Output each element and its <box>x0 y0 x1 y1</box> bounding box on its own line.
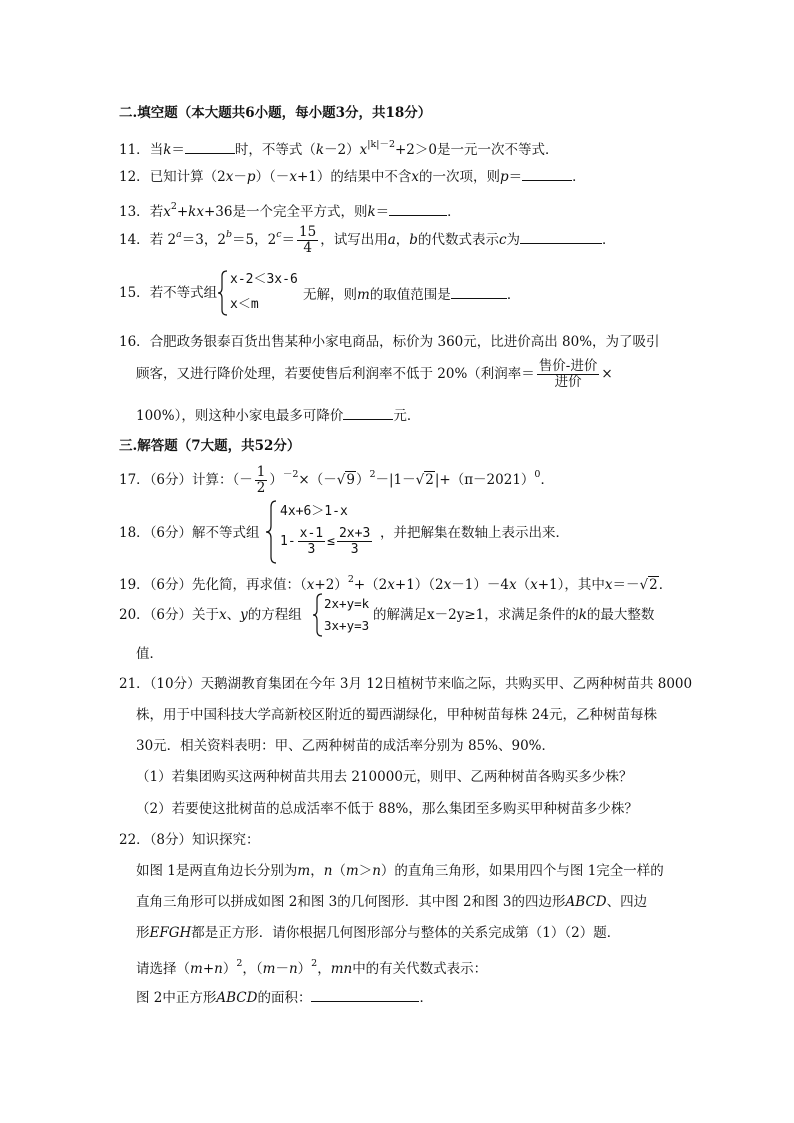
left-brace-icon <box>313 593 323 637</box>
question-number: 22． <box>119 832 150 848</box>
question-13: 13．若$x^2+kx+36$是一个完全平方式，则k＝ ． <box>119 201 461 220</box>
sub-question-1: （1）若集团购买这两种树苗共用去 210000元，则甲、乙两种树苗各购买多少株？ <box>136 769 633 785</box>
section-3-heading: 三.解答题（7大题，共52分） <box>119 438 301 454</box>
fraction: $\frac{1}{2}$ <box>256 464 266 496</box>
square-root: √2 <box>639 577 658 593</box>
left-brace-icon <box>266 500 277 564</box>
answer-blank[interactable] <box>522 166 572 181</box>
answer-blank[interactable] <box>185 139 235 154</box>
question-17: 17．（6分）计算：（－ $\frac{1}{2}$ ）$^{-2}\times(-√9)^2-|1-√2|+(\pi-2021)^0$． <box>119 464 554 496</box>
question-number: 12． <box>119 169 150 185</box>
sub-question-2: （2）若要使这批树苗的总成活率不低于 88%，那么集团至多购买甲种树苗多少株？ <box>136 801 638 817</box>
question-11: 11．当k＝ 时，不等式$(k-2)x^{|k|-2}+2>0$是一元一次不等式． <box>119 139 559 158</box>
question-number: 19． <box>119 577 150 593</box>
question-19: 19．（6分）先化简，再求值：$(x+2)^2+(2x+1)(2x-1)-4x(x+1)$，其中x＝－√2． <box>119 574 673 593</box>
question-number: 17． <box>119 472 150 488</box>
question-number: 18． <box>119 525 150 541</box>
answer-blank[interactable] <box>451 284 507 299</box>
question-number: 11． <box>119 142 150 158</box>
answer-blank[interactable] <box>343 405 393 420</box>
section-2-heading: 二.填空题（本大题共6小题，每小题3分，共18分） <box>119 105 432 121</box>
question-12: 12．已知计算（2x－p）（－x+1）的结果中不含x的一次项，则p＝ ． <box>119 166 586 186</box>
question-number: 15． <box>119 285 150 301</box>
fraction: $\frac{2x+3}{3}$ <box>338 526 371 557</box>
question-number: 20． <box>119 607 150 623</box>
fraction: $\frac{15}{4}$ <box>299 224 317 256</box>
answer-blank[interactable] <box>520 229 602 244</box>
question-14: 14．若 $2^a=3$，$2^b=5$，$2^c=$ $\frac{15}{4}$ ，试写出用a，b的代数式表示c为 ． <box>119 224 616 256</box>
left-brace-icon <box>218 270 228 316</box>
question-number: 16． <box>119 334 150 350</box>
square-root: √2 <box>415 472 434 488</box>
question-number: 13． <box>119 204 150 220</box>
answer-blank[interactable] <box>389 201 447 216</box>
answer-blank[interactable] <box>311 987 419 1002</box>
question-number: 14． <box>119 232 150 248</box>
fraction: $\frac{\text{售价-进价}}{\text{进价}}$ <box>538 358 598 390</box>
square-root: √9 <box>336 472 355 488</box>
fraction: $\frac{x-1}{3}$ <box>299 526 324 557</box>
question-number: 21． <box>119 676 150 692</box>
